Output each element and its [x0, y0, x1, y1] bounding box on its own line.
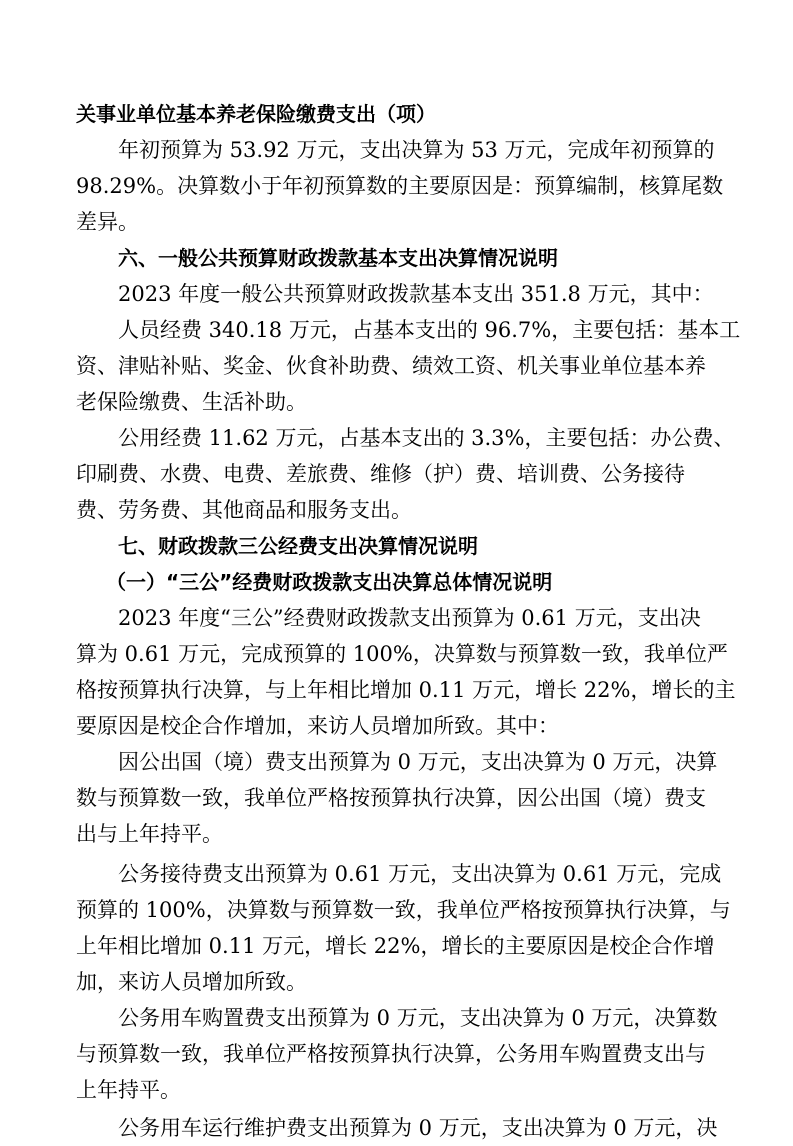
text-line: 要原因是校企合作增加，来访人员增加所致。其中：	[76, 714, 559, 738]
text-line: 人员经费 340.18 万元，占基本支出的 96.7%，主要包括：基本工	[118, 318, 741, 342]
text-line: 上年持平。	[76, 1078, 181, 1102]
text-line: 公务用车运行维护费支出预算为 0 万元，支出决算为 0 万元，决	[118, 1116, 718, 1140]
section-heading: 七、财政拨款三公经费支出决算情况说明	[118, 534, 478, 558]
section-heading: 关事业单位基本养老保险缴费支出（项）	[76, 102, 436, 126]
text-line: 上年相比增加 0.11 万元，增长 22%，增长的主要原因是校企合作增	[76, 934, 715, 958]
text-line: 差异。	[76, 210, 139, 234]
text-line: 出与上年持平。	[76, 822, 223, 846]
section-heading: 六、一般公共预算财政拨款基本支出决算情况说明	[118, 246, 558, 270]
text-line: 预算的 100%，决算数与预算数一致，我单位严格按预算执行决算，与	[76, 898, 731, 922]
text-line: 公务用车购置费支出预算为 0 万元，支出决算为 0 万元，决算数	[118, 1006, 718, 1030]
text-line: 算为 0.61 万元，完成预算的 100%，决算数与预算数一致，我单位严	[76, 642, 728, 666]
text-line: 费、劳务费、其他商品和服务支出。	[76, 498, 412, 522]
text-line: 数与预算数一致，我单位严格按预算执行决算，因公出国（境）费支	[76, 786, 706, 810]
text-line: 与预算数一致，我单位严格按预算执行决算，公务用车购置费支出与	[76, 1042, 706, 1066]
text-line: 公用经费 11.62 万元，占基本支出的 3.3%，主要包括：办公费、	[118, 426, 735, 450]
text-line: 2023 年度“三公”经费财政拨款支出预算为 0.61 万元，支出决	[118, 606, 701, 630]
text-line: 2023 年度一般公共预算财政拨款基本支出 351.8 万元，其中：	[118, 282, 714, 306]
text-line: 印刷费、水费、电费、差旅费、维修（护）费、培训费、公务接待	[76, 462, 685, 486]
text-line: 资、津贴补贴、奖金、伙食补助费、绩效工资、机关事业单位基本养	[76, 354, 706, 378]
text-line: 老保险缴费、生活补助。	[76, 390, 307, 414]
subsection-heading: （一）“三公”经费财政拨款支出决算总体情况说明	[106, 570, 553, 594]
text-line: 格按预算执行决算，与上年相比增加 0.11 万元，增长 22%，增长的主	[76, 678, 736, 702]
text-line: 年初预算为 53.92 万元，支出决算为 53 万元，完成年初预算的	[118, 138, 715, 162]
text-line: 公务接待费支出预算为 0.61 万元，支出决算为 0.61 万元，完成	[118, 862, 722, 886]
text-line: 加，来访人员增加所致。	[76, 970, 307, 994]
text-line: 因公出国（境）费支出预算为 0 万元，支出决算为 0 万元，决算	[118, 750, 718, 774]
text-line: 98.29%。决算数小于年初预算数的主要原因是：预算编制，核算尾数	[76, 174, 724, 198]
